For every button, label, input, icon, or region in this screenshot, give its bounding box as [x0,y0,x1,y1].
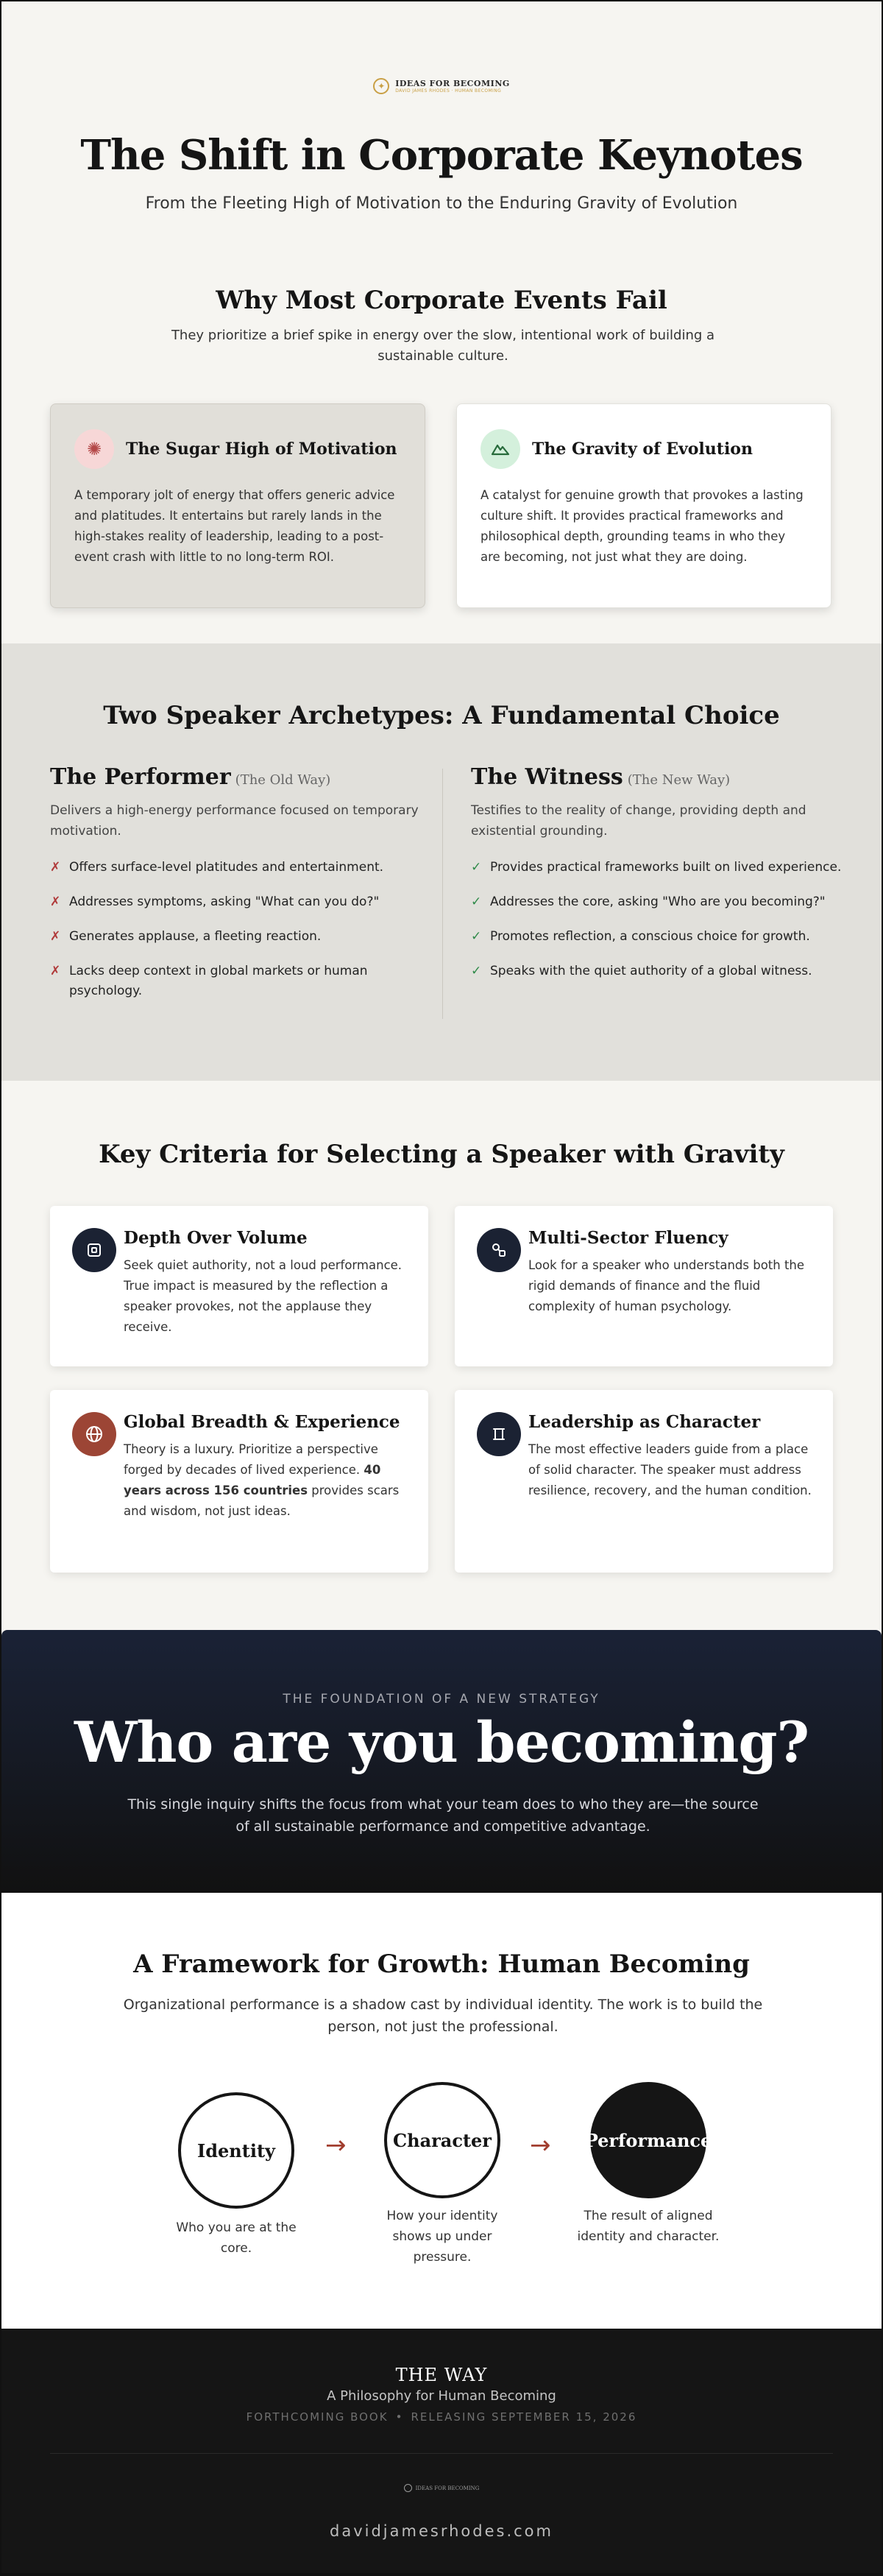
criteria-title: Leadership as Character [528,1412,761,1432]
footer-book-title: THE WAY [395,2365,488,2385]
criteria-title: Multi-Sector Fluency [528,1228,728,1248]
list-item: ✓ Provides practical frameworks built on lived experience. [471,858,846,878]
check-icon: ✓ [471,894,482,909]
list-item: ✗ Addresses symptoms, asking "What can you do?" [50,892,425,912]
criteria-card-depth [50,1206,428,1366]
list-item: ✓ Promotes reflection, a conscious choice for growth. [471,927,846,947]
framework-node-identity: Identity [178,2092,294,2209]
section-title-why-fail: Why Most Corporate Events Fail [216,286,667,315]
column-divider [442,769,443,1019]
check-icon: ✓ [471,860,482,875]
criteria-body: Seek quiet authority, not a loud performance. True impact is measured by the reflection a speaker provokes, not the applause they receive. [124,1258,403,1334]
logo-mark-icon [404,2484,412,2492]
criteria-title: Global Breadth & Experience [124,1412,400,1432]
foundation-eyebrow: THE FOUNDATION OF A NEW STRATEGY [283,1692,600,1707]
witness-column [471,764,846,996]
logo-title: IDEAS FOR BECOMING [395,79,510,88]
globe-icon [72,1412,116,1456]
card-sugar-high [50,403,425,608]
witness-tag: (The New Way) [627,772,731,788]
list-item: ✗ Lacks deep context in global markets or human psychology. [50,961,425,1001]
footer-divider [50,2453,833,2454]
performer-tag: (The Old Way) [235,772,331,788]
sparkle-icon: ✺ [74,429,114,469]
criteria-card-global [50,1390,428,1573]
criteria-card-leadership [455,1390,833,1573]
criteria-title: Depth Over Volume [124,1228,308,1248]
framework-node-character: Character [384,2082,500,2198]
arrow-right-icon: → [325,2131,347,2160]
footer-logo-text: IDEAS FOR BECOMING [415,2485,480,2491]
logo-mark-icon: ✦ [373,78,389,94]
cross-icon: ✗ [50,894,61,909]
page [1,1,882,2573]
mountain-icon [480,429,520,469]
square-target-icon [72,1228,116,1272]
framework-caption-identity: Who you are at the core. [176,2220,297,2256]
witness-name: The Witness [471,764,623,790]
cross-icon: ✗ [50,929,61,944]
performer-column [50,764,425,1016]
card-gravity-evolution [456,403,831,608]
performer-name: The Performer [50,764,231,790]
logo-tagline: DAVID JAMES RHODES · HUMAN BECOMING [395,88,502,93]
section-title-criteria: Key Criteria for Selecting a Speaker with Gravity [99,1140,784,1169]
cross-icon: ✗ [50,860,61,875]
criteria-body: Look for a speaker who understands both the rigid demands of finance and the fluid complexity of human psychology. [528,1258,805,1313]
pillar-icon [477,1412,521,1456]
card-body: A catalyst for genuine growth that provokes a lasting culture shift. It provides practical frameworks and philosophical depth, grounding teams in who they are becoming, not just what they are doing. [480,488,804,564]
page-subtitle: From the Fleeting High of Motivation to the Enduring Gravity of Evolution [145,194,738,213]
list-item: ✗ Offers surface-level platitudes and entertainment. [50,858,425,878]
footer-book-subtitle: A Philosophy for Human Becoming [327,2388,556,2404]
list-item: ✓ Speaks with the quiet authority of a global witness. [471,961,846,981]
witness-desc: Testifies to the reality of change, providing depth and existential grounding. [471,803,806,839]
criteria-card-fluency [455,1206,833,1366]
criteria-body: Theory is a luxury. Prioritize a perspective forged by decades of lived experience. 40 years across 156 countries provides scars and wisdom, not just ideas. [124,1442,400,1518]
section-title-archetypes: Two Speaker Archetypes: A Fundamental Choice [103,701,780,730]
page-title: The Shift in Corporate Keynotes [80,131,803,180]
list-item: ✗ Generates applause, a fleeting reaction. [50,927,425,947]
arrow-right-icon: → [530,2131,551,2160]
foundation-question: Who are you becoming? [74,1709,809,1775]
footer-release-info: FORTHCOMING BOOK • RELEASING SEPTEMBER 15, 2026 [246,2410,637,2424]
framework-caption-character: How your identity shows up under pressure. [386,2209,498,2265]
section-subtitle-framework: Organizational performance is a shadow cast by individual identity. The work is to build the person, not just the professional. [123,1997,763,2035]
footer-website-link[interactable]: davidjamesrhodes.com [330,2522,553,2540]
framework-caption-performance: The result of aligned identity and character. [577,2209,720,2244]
check-icon: ✓ [471,964,482,978]
framework-node-performance: Performance [590,2082,706,2198]
section-subtitle-why-fail: They prioritize a brief spike in energy over the slow, intentional work of building a sustainable culture. [171,328,715,364]
foundation-body: This single inquiry shifts the focus from what your team does to who they are—the source of all sustainable performance and competitive advantage. [127,1796,759,1835]
section-title-framework: A Framework for Growth: Human Becoming [133,1949,750,1979]
footer-logo[interactable] [1,2484,882,2492]
check-icon: ✓ [471,929,482,944]
performer-desc: Delivers a high-energy performance focused on temporary motivation. [50,803,419,839]
card-title: The Sugar High of Motivation [126,440,397,459]
link-nodes-icon [477,1228,521,1272]
card-title: The Gravity of Evolution [532,440,753,459]
highlight-stat: 40 years across 156 countries [124,1463,381,1497]
cross-icon: ✗ [50,964,61,978]
list-item: ✓ Addresses the core, asking "Who are you becoming?" [471,892,846,912]
card-body: A temporary jolt of energy that offers generic advice and platitudes. It entertains but rarely lands in the high-stakes reality of leadership, leading to a post-event crash with little to no long-term ROI. [74,488,395,564]
criteria-body: The most effective leaders guide from a place of solid character. The speaker must address resilience, recovery, and the human condition. [528,1442,812,1497]
brand-logo[interactable] [1,78,882,94]
